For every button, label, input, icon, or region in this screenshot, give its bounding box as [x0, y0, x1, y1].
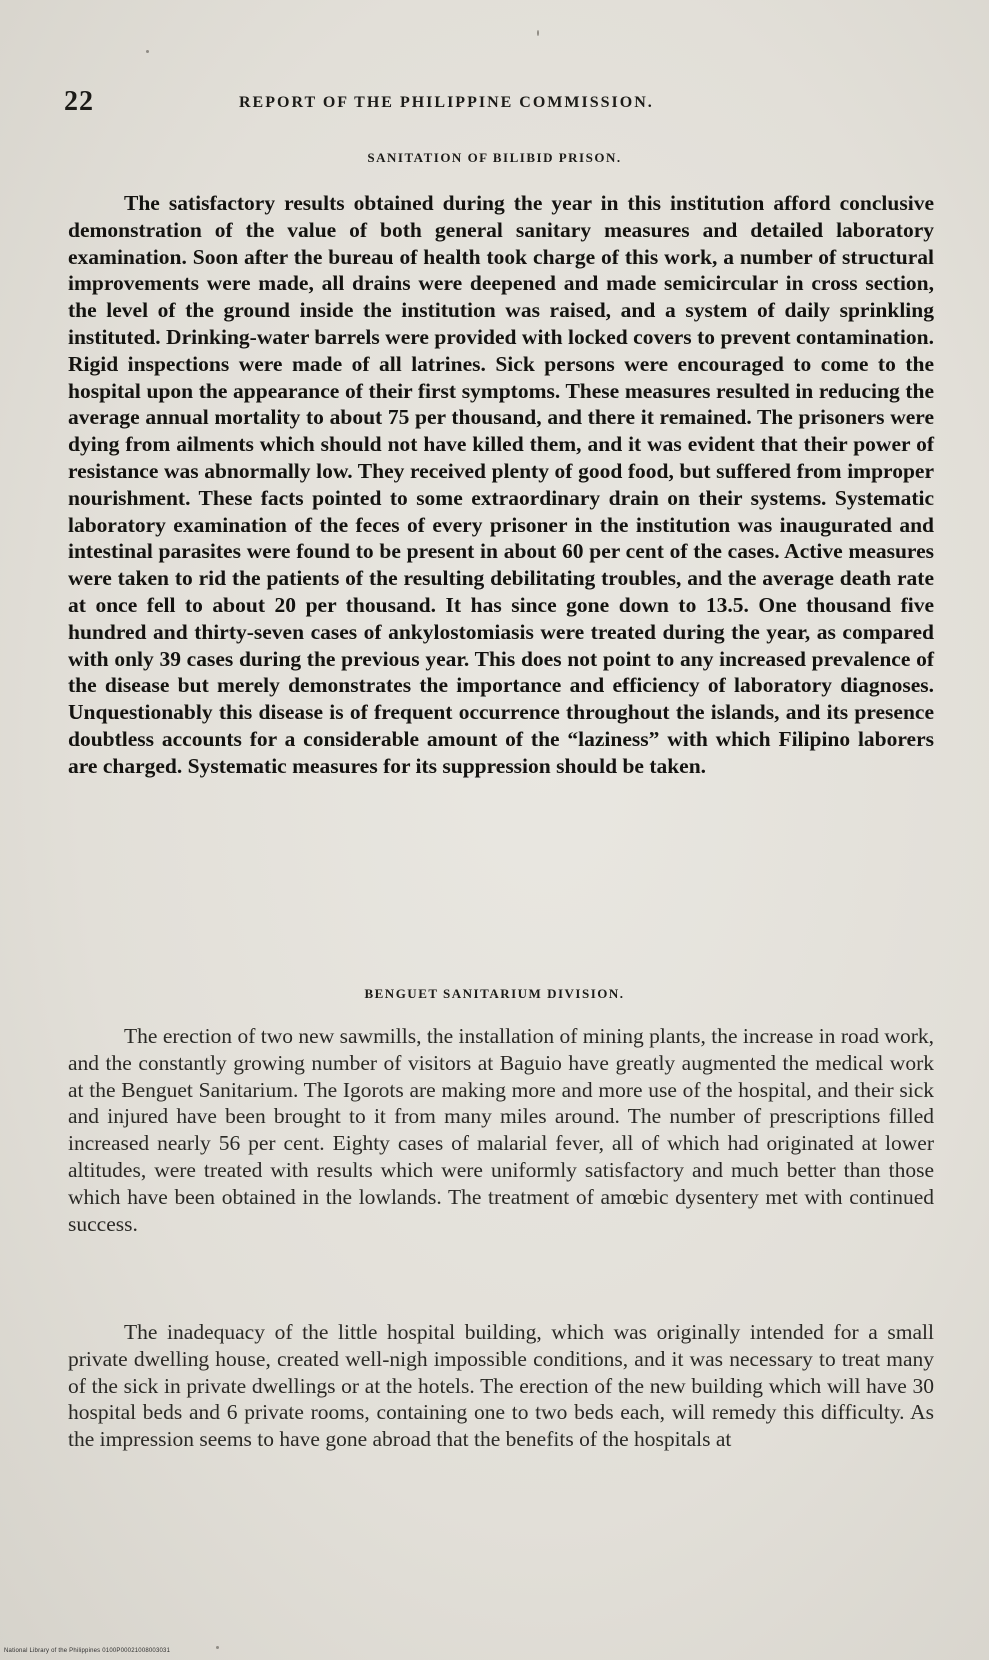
running-head-title: REPORT OF THE PHILIPPINE COMMISSION. — [239, 94, 654, 111]
section-heading-bilibid: SANITATION OF BILIBID PRISON. — [367, 150, 622, 165]
source-stamp: National Library of the Philippines 0100P00021008003031 — [4, 1648, 171, 1654]
paragraph-benguet-1: The erection of two new sawmills, the installation of mining plants, the increase in road work, and the constantly growing number of visitors at Baguio have greatly augmented the medical work at the Benguet Sanitarium. The Igorots are making more and more use of the hospital, and their sick and injured have been brought to it from many miles around. The number of prescriptions filled increased nearly 56 per cent. Eighty cases of malarial fever, all of which had originated at lower altitudes, were treated with results which were uniformly satisfactory and much better than those which have been obtained in the lowlands. The treatment of amœbic dysentery met with continued success. — [68, 1024, 934, 1236]
paragraph-benguet-2: The inadequacy of the little hospital building, which was originally intended for a small private dwelling house, created well-nigh impossible conditions, and it was necessary to treat many of the sick in private dwellings or at the hotels. The erection of the new building which will have 30 hospital beds and 6 private rooms, containing one to two beds each, will remedy this difficulty. As the impression seems to have gone abroad that the benefits of the hospitals at — [68, 1320, 934, 1452]
page-number: 22 — [64, 86, 94, 117]
section-heading-benguet: BENGUET SANITARIUM DIVISION. — [364, 986, 625, 1001]
paper-speck — [146, 50, 149, 53]
paper-speck — [537, 30, 539, 36]
running-head — [64, 86, 934, 126]
paragraph-bilibid: The satisfactory results obtained during the year in this institution afford conclusive demonstration of the value of both general sanitary measures and detailed laboratory examination. Soon after the bureau of health took charge of this work, a number of structural improvements were made, all drains were deepened and made semicircular in cross section, the level of the ground inside the institution was raised, and a system of daily sprinkling instituted. Drinking-water barrels were provided with locked covers to prevent contamination. Rigid inspections were made of all latrines. Sick persons were encouraged to come to the hospital upon the appearance of their first symptoms. These measures resulted in reducing the average annual mortality to about 75 per thousand, and there it remained. The prisoners were dying from ailments which should not have killed them, and it was evident that their power of resistance was abnormally low. They received plenty of good food, but suffered from improper nourishment. These facts pointed to some extraordinary drain on their systems. Systematic laboratory examination of the feces of every prisoner in the institution was inaugurated and intestinal parasites were found to be present in about 60 per cent of the cases. Active measures were taken to rid the patients of the resulting debilitating troubles, and the average death rate at once fell to about 20 per thousand. It has since gone down to 13.5. One thousand five hundred and thirty-seven cases of ankylostomiasis were treated during the year, as compared with only 39 cases during the previous year. This does not point to any increased prevalence of the disease but merely demonstrates the importance and efficiency of laboratory diagnoses. Unquestionably this disease is of frequent occurrence throughout the islands, and its presence doubtless accounts for a considerable amount of the “laziness” with which Filipino laborers are charged. Systematic measures for its suppression should be taken. — [68, 191, 934, 778]
paper-speck — [216, 1646, 219, 1649]
